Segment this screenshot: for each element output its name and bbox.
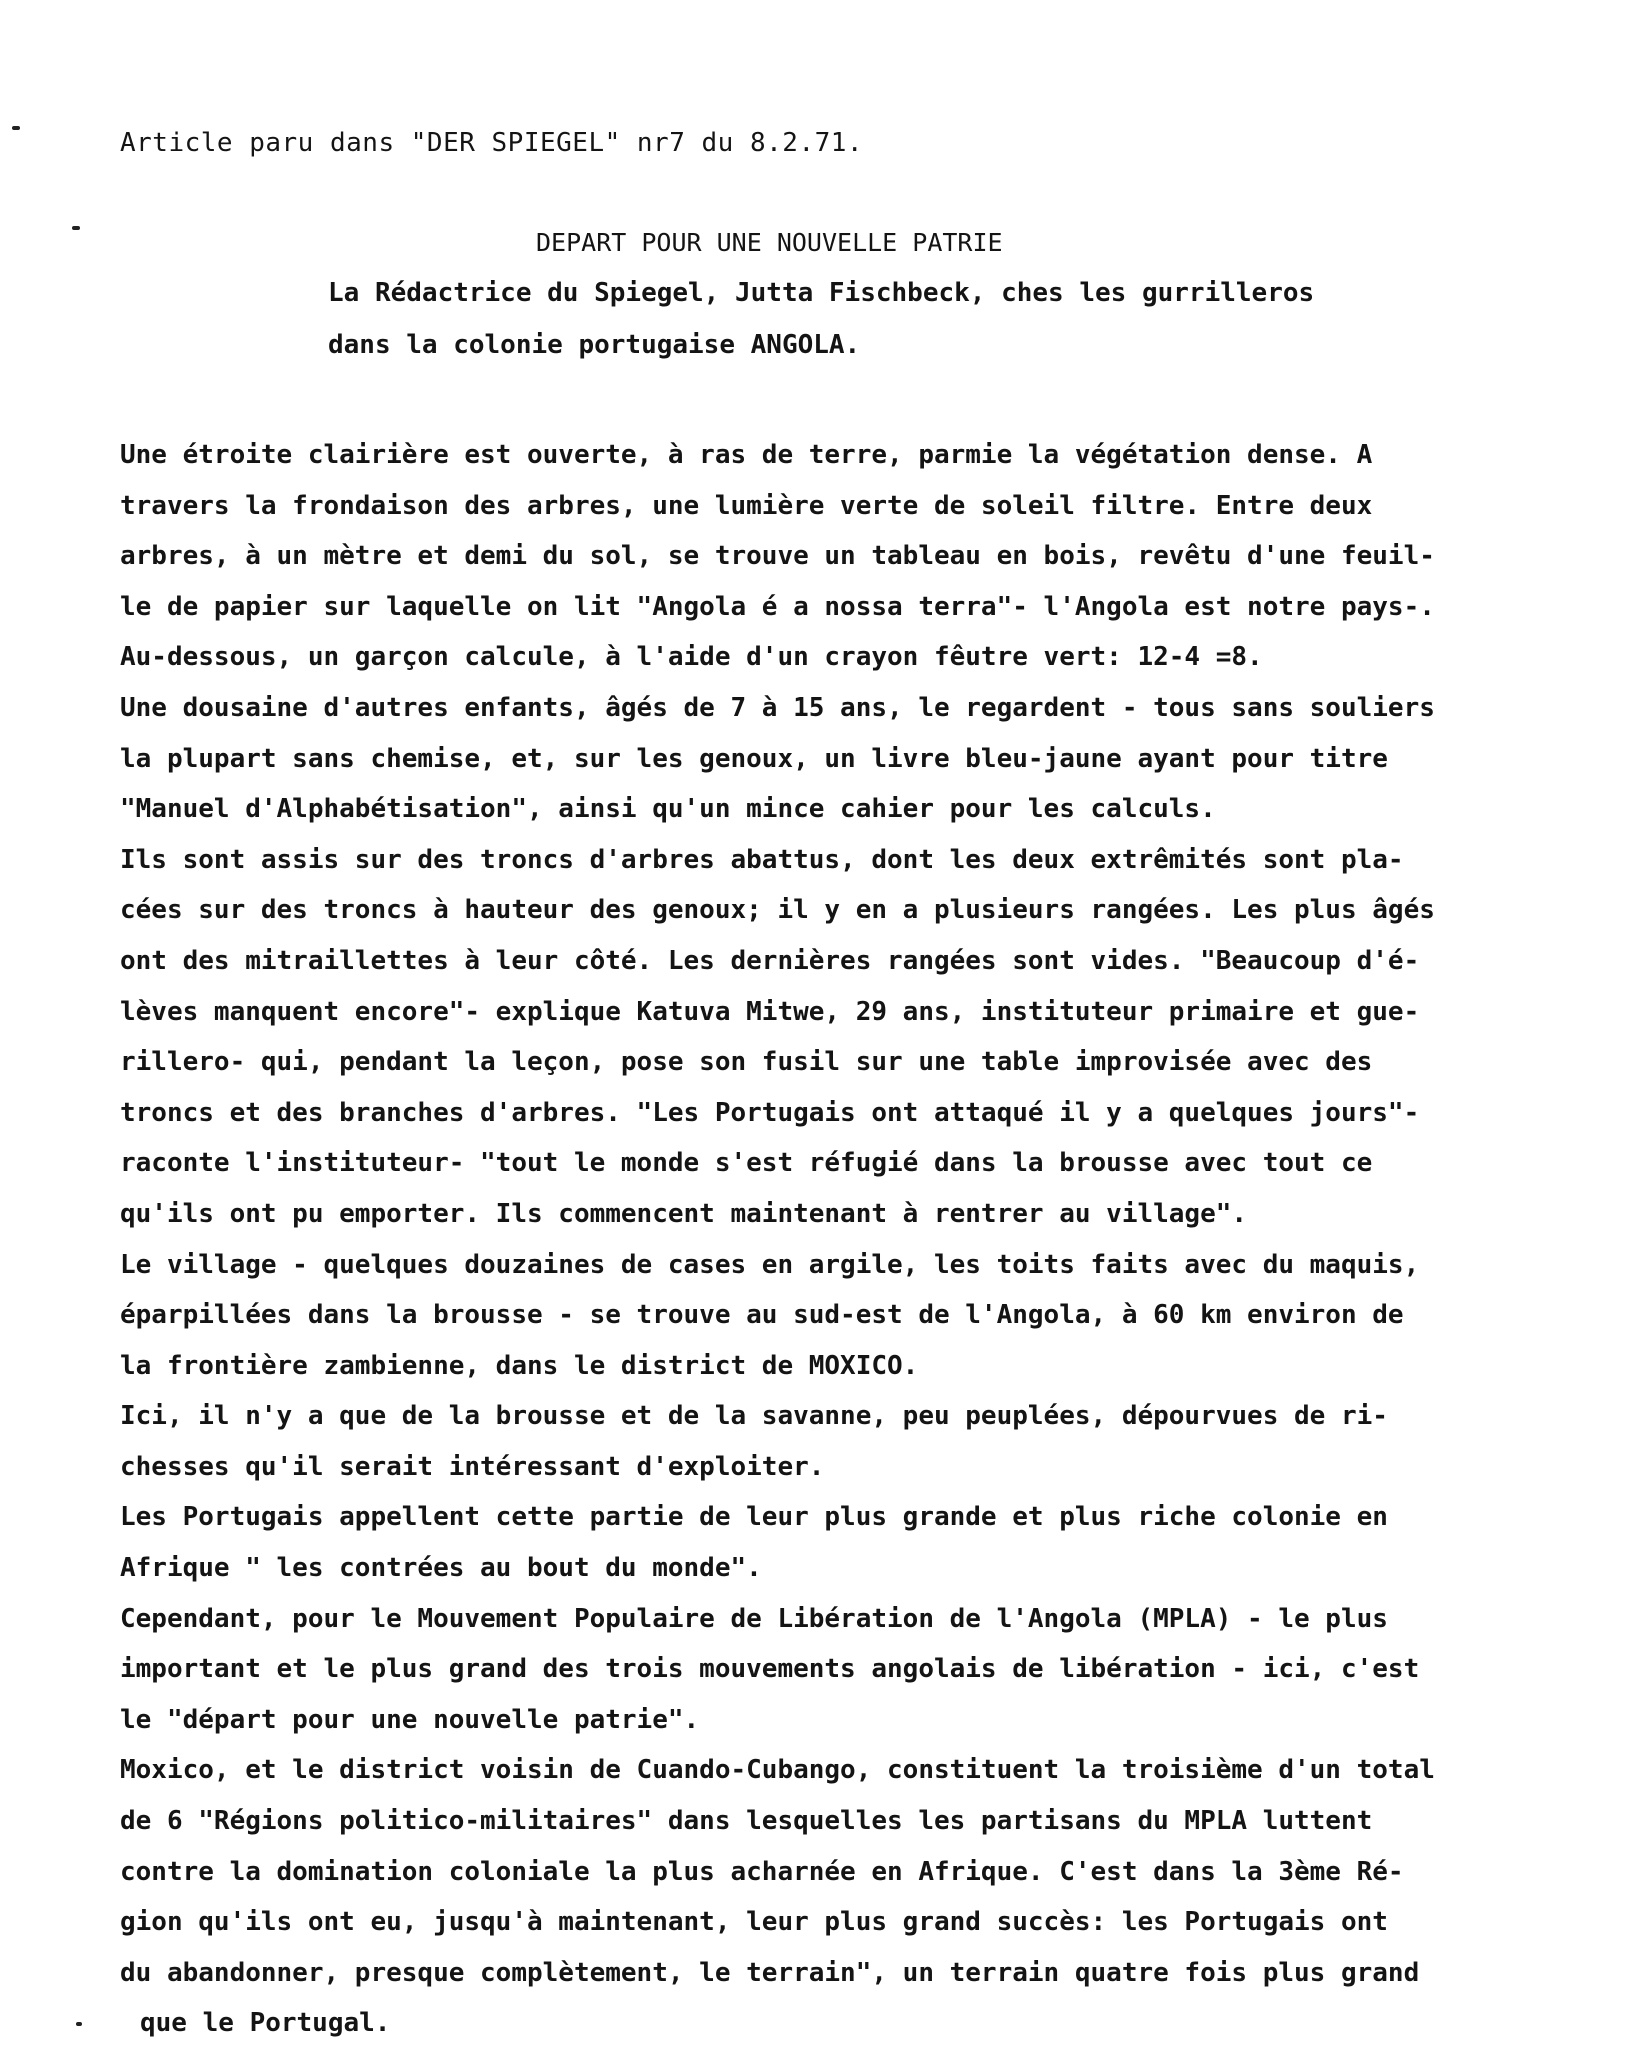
margin-mark	[12, 126, 20, 130]
body-line: raconte l'instituteur- "tout le monde s'est réfugié dans la brousse avec tout ce	[120, 1148, 1373, 1179]
article-title: DEPART POUR UNE NOUVELLE PATRIE	[536, 228, 1003, 257]
article-body	[120, 430, 1590, 2049]
body-line: la frontière zambienne, dans le district de MOXICO.	[120, 1350, 919, 1381]
margin-mark	[72, 226, 80, 230]
body-line: important et le plus grand des trois mouvements angolais de libération - ici, c'est	[120, 1654, 1420, 1685]
body-line: Afrique " les contrées au bout du monde".	[120, 1553, 762, 1584]
body-line: troncs et des branches d'arbres. "Les Portugais ont attaqué il y a quelques jours"-	[120, 1097, 1420, 1128]
body-line: rillero- qui, pendant la leçon, pose son fusil sur une table improvisée avec des	[120, 1047, 1373, 1078]
body-line: travers la frondaison des arbres, une lumière verte de soleil filtre. Entre deux	[120, 490, 1373, 521]
body-line: qu'ils ont pu emporter. Ils commencent maintenant à rentrer au village".	[120, 1198, 1248, 1229]
body-line: arbres, à un mètre et demi du sol, se trouve un tableau en bois, revêtu d'une feuil-	[120, 541, 1435, 572]
body-line: lèves manquent encore"- explique Katuva Mitwe, 29 ans, instituteur primaire et gue-	[120, 996, 1420, 1027]
body-line: chesses qu'il serait intéressant d'exploiter.	[120, 1451, 825, 1482]
body-line: Le village - quelques douzaines de cases en argile, les toits faits avec du maquis,	[120, 1249, 1420, 1280]
body-line: le de papier sur laquelle on lit "Angola é a nossa terra"- l'Angola est notre pays-.	[120, 591, 1435, 622]
article-subtitle-line: La Rédactrice du Spiegel, Jutta Fischbeck, ches les gurrilleros	[328, 278, 1315, 308]
body-line: Les Portugais appellent cette partie de leur plus grande et plus riche colonie en	[120, 1502, 1388, 1533]
body-line: "Manuel d'Alphabétisation", ainsi qu'un mince cahier pour les calculs.	[120, 794, 1216, 825]
body-line: Une étroite clairière est ouverte, à ras de terre, parmie la végétation dense. A	[120, 440, 1373, 470]
article-source-line: Article paru dans "DER SPIEGEL" nr7 du 8.2.71.	[120, 128, 864, 158]
body-line: éparpillées dans la brousse - se trouve au sud-est de l'Angola, à 60 km environ de	[120, 1300, 1404, 1331]
article-subtitle-line: dans la colonie portugaise ANGOLA.	[328, 330, 861, 360]
body-line: Cependant, pour le Mouvement Populaire de Libération de l'Angola (MPLA) - le plus	[120, 1603, 1388, 1634]
body-line: de 6 "Régions politico-militaires" dans lesquelles les partisans du MPLA luttent	[120, 1806, 1373, 1837]
body-line: la plupart sans chemise, et, sur les genoux, un livre bleu-jaune ayant pour titre	[120, 743, 1388, 774]
body-line: gion qu'ils ont eu, jusqu'à maintenant, leur plus grand succès: les Portugais ont	[120, 1907, 1388, 1938]
body-line: Ils sont assis sur des troncs d'arbres abattus, dont les deux extrêmités sont pla-	[120, 844, 1404, 875]
body-line: Moxico, et le district voisin de Cuando-Cubango, constituent la troisième d'un total	[120, 1755, 1435, 1786]
body-line: du abandonner, presque complètement, le terrain", un terrain quatre fois plus grand	[120, 1957, 1420, 1988]
body-line: ont des mitraillettes à leur côté. Les dernières rangées sont vides. "Beaucoup d'é-	[120, 945, 1420, 976]
body-line: cées sur des troncs à hauteur des genoux; il y en a plusieurs rangées. Les plus âgés	[120, 895, 1435, 926]
body-line: contre la domination coloniale la plus acharnée en Afrique. C'est dans la 3ème Ré-	[120, 1856, 1404, 1887]
body-line: Au-dessous, un garçon calcule, à l'aide d'un crayon fêutre vert: 12-4 =8.	[120, 642, 1263, 673]
body-line: le "départ pour une nouvelle patrie".	[120, 1704, 700, 1735]
body-line: que le Portugal.	[140, 2008, 391, 2039]
body-line: Une dousaine d'autres enfants, âgés de 7 à 15 ans, le regardent - tous sans souliers	[120, 692, 1435, 723]
margin-mark	[76, 2022, 82, 2026]
body-line: Ici, il n'y a que de la brousse et de la savanne, peu peuplées, dépourvues de ri-	[120, 1401, 1388, 1432]
